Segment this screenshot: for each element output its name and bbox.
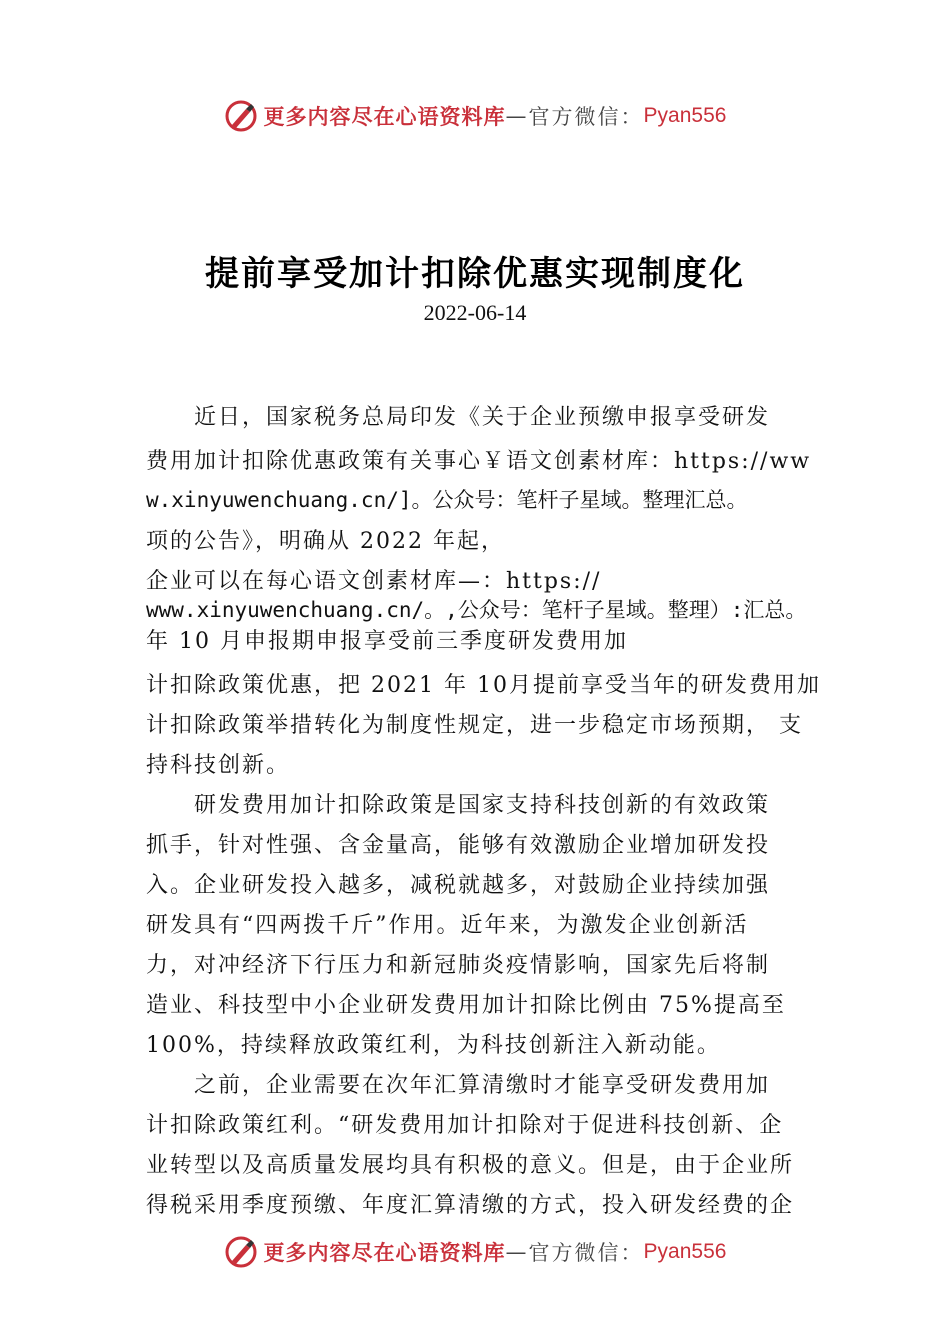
body-line: 费用加计扣除优惠政策有关事心￥语文创素材库：https://ww — [146, 449, 812, 474]
body-line: w.xinyuwenchuang.cn/]。公众号：笔杆子星域。整理汇总。 — [146, 488, 748, 512]
body-line: 计扣除政策红利。“研发费用加计扣除对于促进科技创新、企 — [146, 1113, 784, 1138]
banner-wechat-label: 官方微信： — [528, 1241, 644, 1265]
body-line: 持科技创新。 — [146, 753, 291, 778]
body-line: 抓手，针对性强、含金量高，能够有效激励企业增加研发投 — [146, 833, 771, 858]
banner-wechat-label: 官方微信： — [528, 105, 644, 129]
body-line: 研发费用加计扣除政策是国家支持科技创新的有效政策 — [194, 793, 771, 818]
body-line: 得税采用季度预缴、年度汇算清缴的方式，投入研发经费的企 — [146, 1193, 795, 1218]
body-line: 之前，企业需要在次年汇算清缴时才能享受研发费用加 — [194, 1073, 771, 1098]
body-line: 100%，持续释放政策红利，为科技创新注入新动能。 — [146, 1033, 721, 1058]
body-line: 计扣除政策举措转化为制度性规定，进一步稳定市场预期， 支 — [146, 713, 803, 738]
article-date: 2022-06-14 — [423, 300, 527, 325]
pen-logo-icon — [224, 99, 258, 133]
body-line: 年 10 月申报期申报享受前三季度研发费用加 — [146, 629, 628, 654]
body-line: 计扣除政策优惠，把 2021 年 10月提前享受当年的研发费用加 — [146, 673, 821, 698]
body-line: 项的公告》，明确从 2022 年起， — [146, 529, 505, 554]
banner-main-text: 更多内容尽在心语资料库 — [263, 105, 506, 129]
banner-dash: — — [505, 1240, 529, 1264]
banner-dash: — — [505, 104, 529, 128]
body-line: 企业可以在每心语文创素材库—：https:// — [146, 569, 602, 594]
article-title: 提前享受加计扣除优惠实现制度化 — [205, 254, 745, 294]
header-banner — [0, 96, 950, 136]
body-line: 入。企业研发投入越多，减税就越多，对鼓励企业持续加强 — [146, 873, 771, 898]
footer-banner — [0, 1232, 950, 1272]
body-line: 研发具有“四两拨千斤”作用。近年来，为激发企业创新活 — [146, 913, 749, 938]
body-line: 近日，国家税务总局印发《关于企业预缴申报享受研发 — [194, 405, 771, 430]
banner-wechat-id: Pyan556 — [643, 104, 727, 127]
body-line: www.xinyuwenchuang.cn/。,公众号：笔杆子星域。整理）:汇总。 — [146, 598, 807, 622]
banner-wechat-id: Pyan556 — [643, 1240, 727, 1263]
pen-logo-icon — [224, 1235, 258, 1269]
body-line: 业转型以及高质量发展均具有积极的意义。但是，由于企业所 — [146, 1153, 795, 1178]
body-line: 力，对冲经济下行压力和新冠肺炎疫情影响，国家先后将制 — [146, 953, 771, 978]
banner-main-text: 更多内容尽在心语资料库 — [263, 1241, 506, 1265]
body-line: 造业、科技型中小企业研发费用加计扣除比例由 75%提高至 — [146, 993, 786, 1018]
